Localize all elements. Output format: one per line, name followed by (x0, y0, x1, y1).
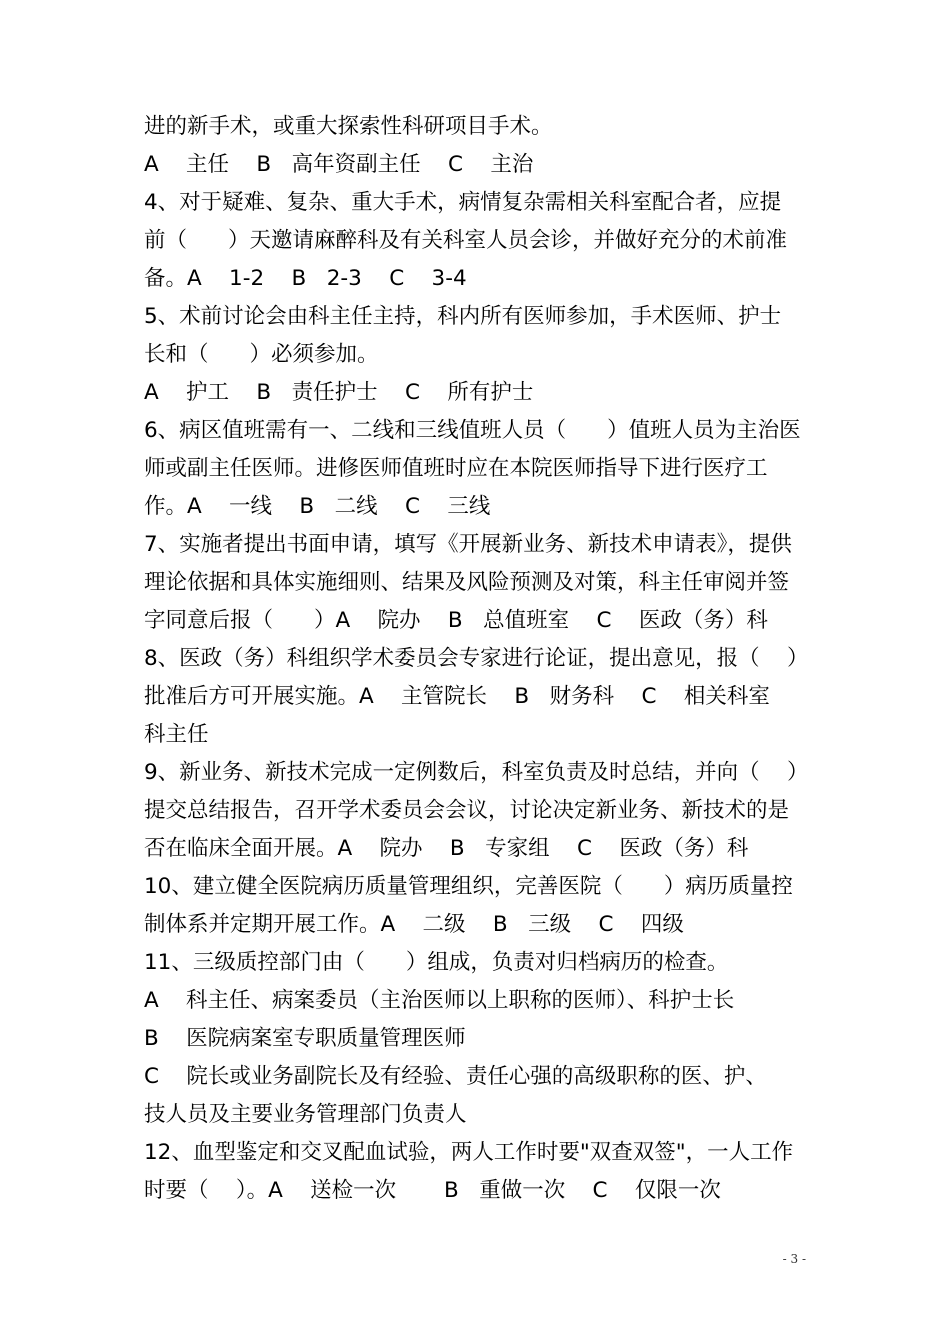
text-line: 时要（ ）。A 送检一次 B 重做一次 C 仅限一次 (144, 1178, 721, 1203)
question-10: 10、建立健全医院病历质量管理组织，完善医院（ ）病历质量控 (144, 874, 793, 899)
answer-option-a: A 科主任、病案委员（主治医师以上职称的医师）、科护士长 (144, 988, 735, 1013)
question-6: 6、病区值班需有一、二线和三线值班人员（ ）值班人员为主治医 (144, 418, 801, 443)
page-body (144, 108, 824, 1210)
answer-option-b: B 医院病案室专职质量管理医师 (144, 1026, 466, 1051)
answer-options: A 护工 B 责任护士 C 所有护士 (144, 380, 534, 405)
question-8: 8、医政（务）科组织学术委员会专家进行论证，提出意见，报（ ） (144, 646, 809, 671)
text-line: 理论依据和具体实施细则、结果及风险预测及对策，科主任审阅并签 (144, 570, 790, 595)
text-line: 进的新手术，或重大探索性科研项目手术。 (144, 114, 553, 139)
question-7: 7、实施者提出书面申请，填写《开展新业务、新技术申请表》，提供 (144, 532, 792, 557)
text-line: 技人员及主要业务管理部门负责人 (144, 1102, 467, 1127)
text-line: 字同意后报（ ）A 院办 B 总值班室 C 医政（务）科 (144, 608, 768, 633)
text-line: 批准后方可开展实施。A 主管院长 B 财务科 C 相关科室 (144, 684, 770, 709)
text-line: 科主任 (144, 722, 209, 747)
text-line: 作。A 一线 B 二线 C 三线 (144, 494, 491, 519)
text-line: 长和（ ）必须参加。 (144, 342, 379, 367)
question-9: 9、新业务、新技术完成一定例数后，科室负责及时总结，并向（ ） (144, 760, 809, 785)
question-4: 4、对于疑难、复杂、重大手术，病情复杂需相关科室配合者，应提 (144, 190, 782, 215)
text-line: 制体系并定期开展工作。A 二级 B 三级 C 四级 (144, 912, 684, 937)
text-line: 否在临床全面开展。A 院办 B 专家组 C 医政（务）科 (144, 836, 749, 861)
question-11: 11、三级质控部门由（ ）组成，负责对归档病历的检查。 (144, 950, 729, 975)
text-line: 提交总结报告，召开学术委员会会议，讨论决定新业务、新技术的是 (144, 798, 790, 823)
page-number: - 3 - (782, 1252, 806, 1266)
question-12: 12、血型鉴定和交叉配血试验，两人工作时要"双查双签"，一人工作 (144, 1140, 794, 1165)
answer-option-c: C 院长或业务副院长及有经验、责任心强的高级职称的医、护、 (144, 1064, 767, 1089)
text-line: 前（ ）天邀请麻醉科及有关科室人员会诊，并做好充分的术前准 (144, 228, 788, 253)
text-line: 备。A 1-2 B 2-3 C 3-4 (144, 266, 467, 291)
answer-options: A 主任 B 高年资副主任 C 主治 (144, 152, 534, 177)
question-5: 5、术前讨论会由科主任主持，科内所有医师参加，手术医师、护士 (144, 304, 782, 329)
text-line: 师或副主任医师。进修医师值班时应在本院医师指导下进行医疗工 (144, 456, 768, 481)
